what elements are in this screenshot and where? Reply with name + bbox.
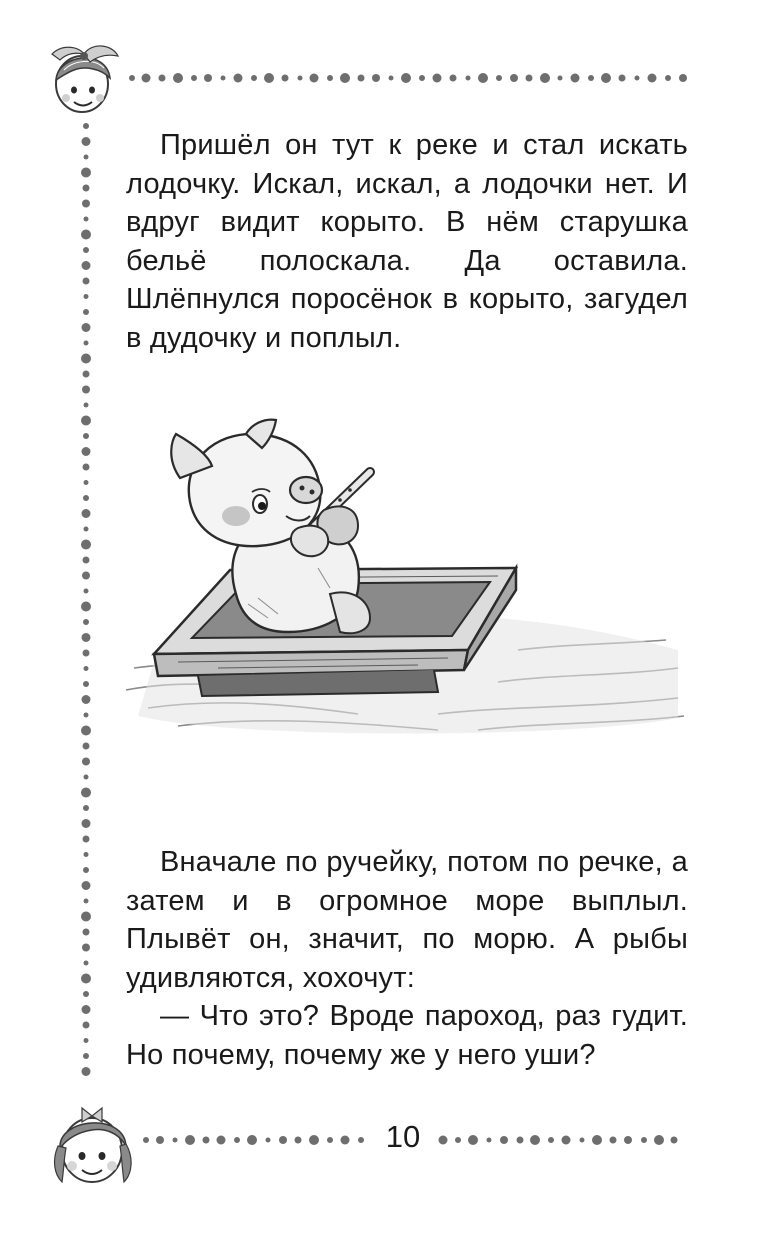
paragraph-3: — Что это? Вроде пароход, раз гудит. Но почему, почему же у него уши? (126, 1000, 688, 1071)
dotted-border-bottom-right (438, 1132, 678, 1148)
girl-face-decoration-bottom (44, 1098, 140, 1190)
paragraph-2: Вначале по ручейку, потом по речке, а затем и в огромное море выплыл. Плывёт он, значит, по морю. А рыбы удивляются, хохочут: (126, 846, 688, 994)
story-text-bottom (126, 843, 688, 1074)
dotted-border-top (128, 70, 688, 86)
story-text-top (126, 126, 688, 357)
girl-face-decoration-top (44, 40, 126, 120)
piglet-in-trough-illustration (118, 418, 698, 748)
paragraph-1: Пришёл он тут к реке и стал искать лодочку. Искал, искал, а лодочки нет. И вдруг видит корыто. В нём старушка бельё полоскала. Да оставила. Шлёпнулся поросёнок в корыто, загудел в дудочку и поплыл. (126, 129, 688, 354)
dotted-border-bottom-left (142, 1132, 368, 1148)
dotted-border-left (78, 122, 94, 1082)
page-number: 10 (385, 1119, 421, 1154)
